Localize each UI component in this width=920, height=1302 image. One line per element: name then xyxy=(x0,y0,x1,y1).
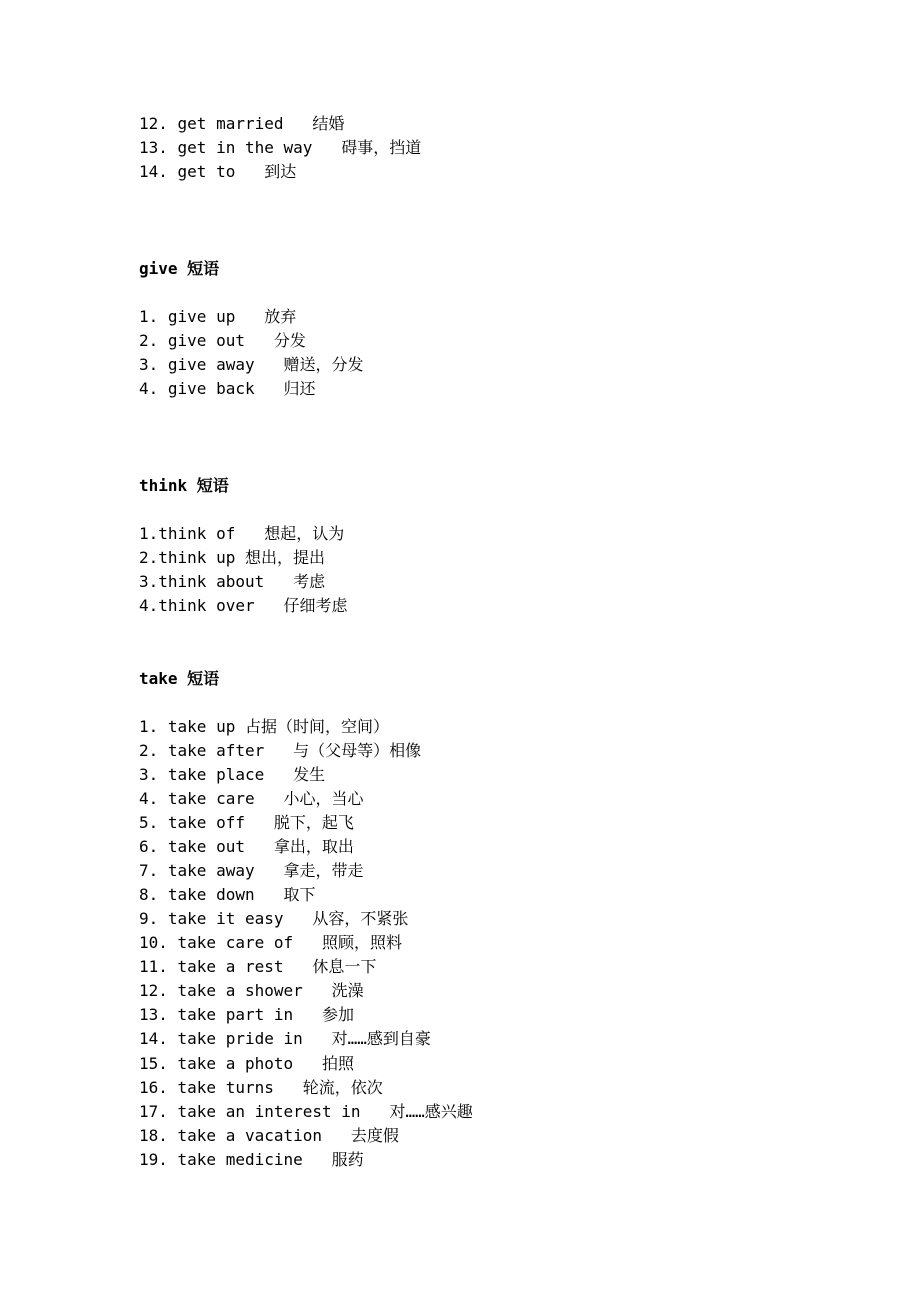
section-heading-give: give 短语 xyxy=(139,259,220,278)
phrase-line: 12. take a shower 洗澡 xyxy=(139,981,364,1000)
phrase-line: 5. take off 脱下，起飞 xyxy=(139,813,354,832)
phrase-line: 17. take an interest in 对……感兴趣 xyxy=(139,1102,473,1121)
phrase-line: 18. take a vacation 去度假 xyxy=(139,1126,399,1145)
phrase-line: 16. take turns 轮流，依次 xyxy=(139,1078,383,1097)
phrase-line: 4. give back 归还 xyxy=(139,379,316,398)
phrase-line: 4.think over 仔细考虑 xyxy=(139,596,348,615)
phrase-line: 10. take care of 照顾，照料 xyxy=(139,933,403,952)
phrase-line: 6. take out 拿出，取出 xyxy=(139,837,354,856)
phrase-line: 1. give up 放弃 xyxy=(139,307,297,326)
phrase-line: 9. take it easy 从容，不紧张 xyxy=(139,909,409,928)
phrase-line: 3.think about 考虑 xyxy=(139,572,326,591)
phrase-line: 1.think of 想起，认为 xyxy=(139,524,345,543)
phrase-line: 2.think up 想出，提出 xyxy=(139,548,325,567)
phrase-line: 13. get in the way 碍事，挡道 xyxy=(139,138,422,157)
phrase-line: 14. get to 到达 xyxy=(139,162,297,181)
phrase-line: 2. take after 与（父母等）相像 xyxy=(139,741,422,760)
phrase-line: 4. take care 小心，当心 xyxy=(139,789,364,808)
phrase-line: 3. take place 发生 xyxy=(139,765,326,784)
phrase-line: 13. take part in 参加 xyxy=(139,1005,355,1024)
phrase-line: 12. get married 结婚 xyxy=(139,114,345,133)
section-heading-take: take 短语 xyxy=(139,669,220,688)
phrase-line: 11. take a rest 休息一下 xyxy=(139,957,377,976)
phrase-line: 15. take a photo 拍照 xyxy=(139,1054,355,1073)
section-heading-think: think 短语 xyxy=(139,476,229,495)
phrase-line: 1. take up 占据（时间，空间） xyxy=(139,717,389,736)
phrase-line: 14. take pride in 对……感到自豪 xyxy=(139,1029,431,1048)
phrase-line: 8. take down 取下 xyxy=(139,885,316,904)
phrase-line: 7. take away 拿走，带走 xyxy=(139,861,364,880)
phrase-line: 19. take medicine 服药 xyxy=(139,1150,364,1169)
phrase-line: 3. give away 赠送，分发 xyxy=(139,355,364,374)
phrase-line: 2. give out 分发 xyxy=(139,331,306,350)
